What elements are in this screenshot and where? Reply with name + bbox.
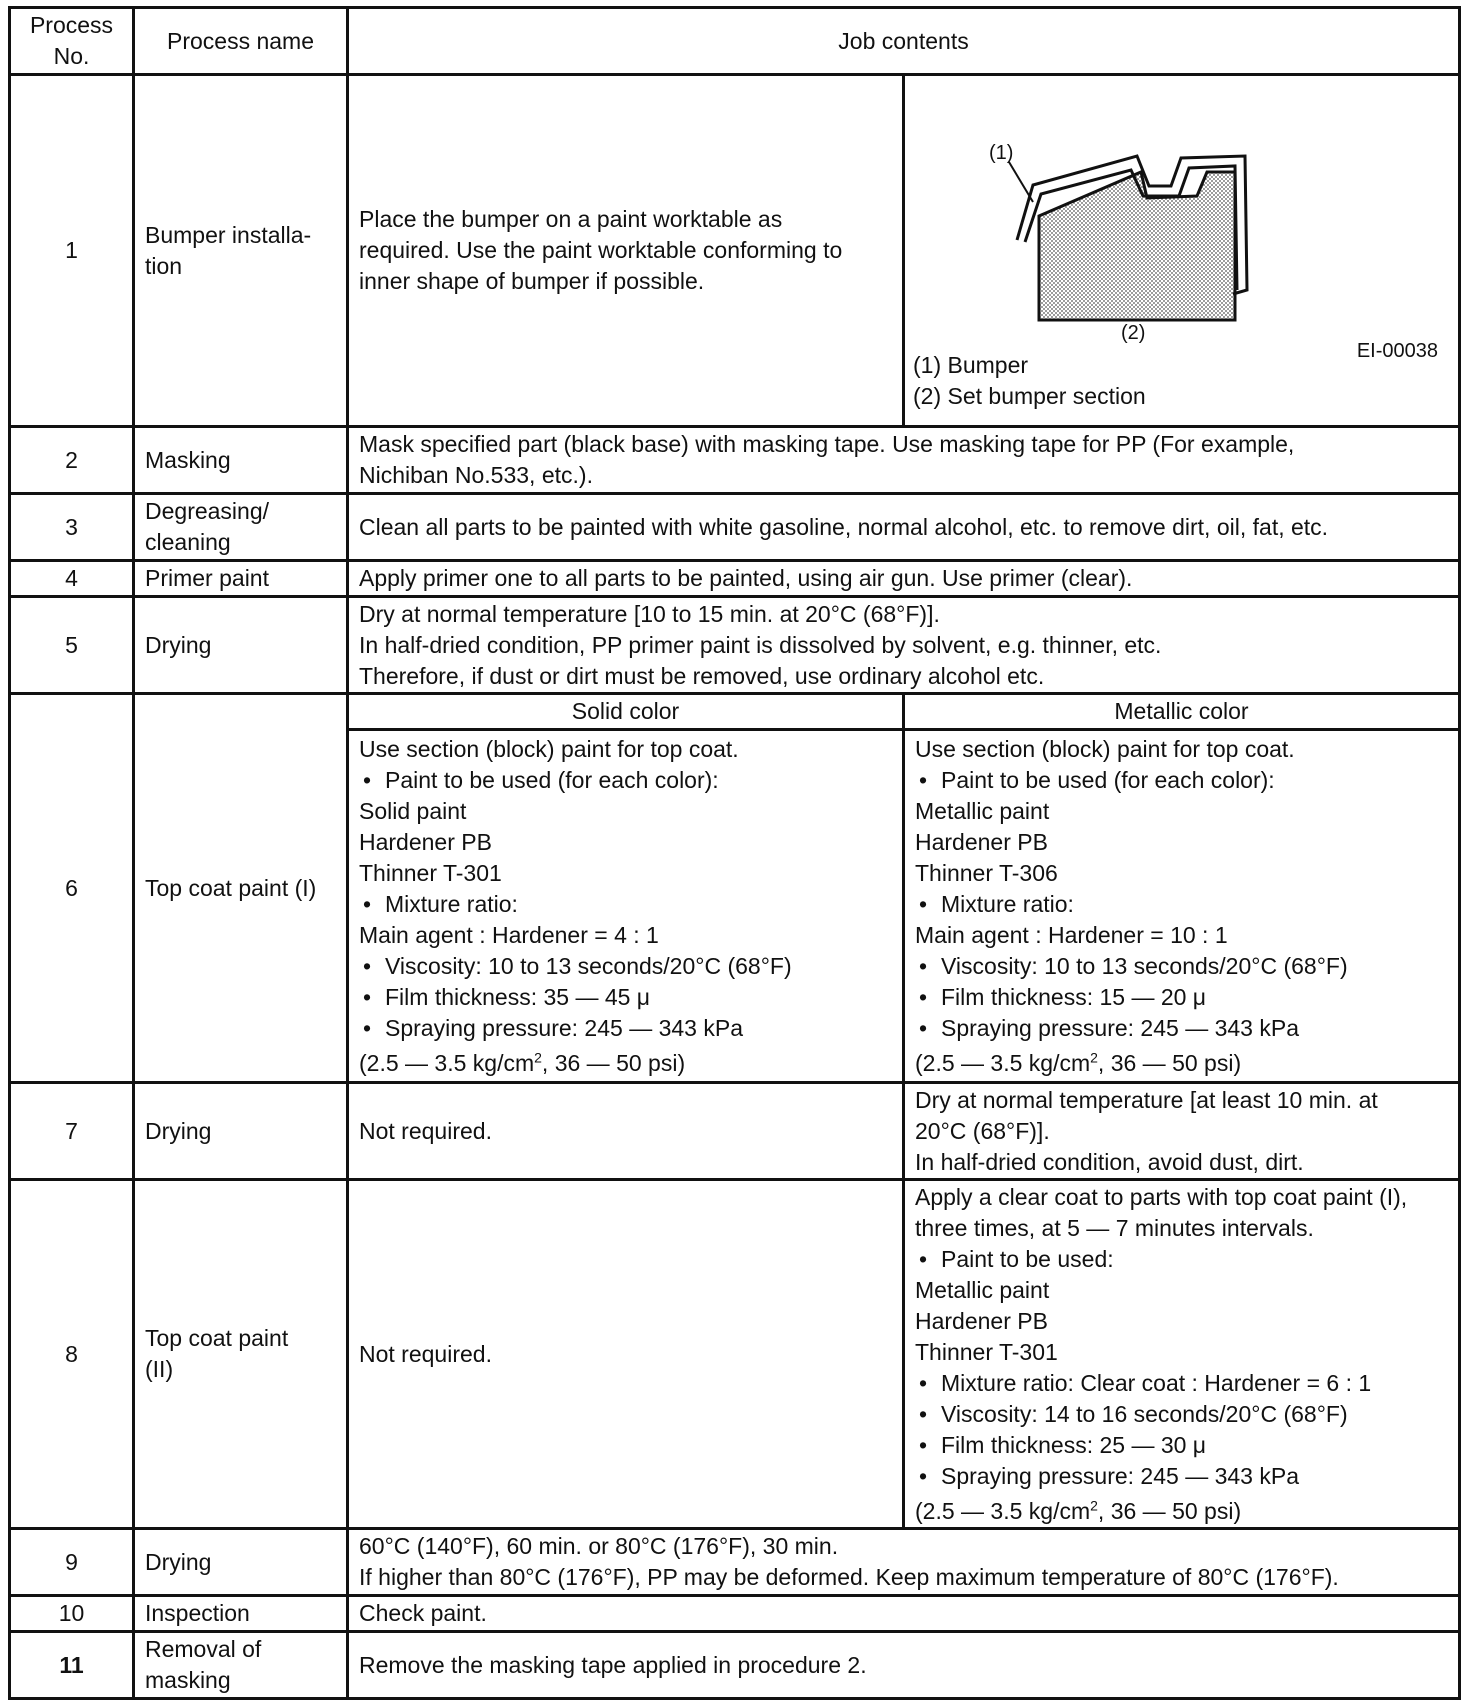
process-number: 10 xyxy=(10,1596,134,1632)
solid-color-header: Solid color xyxy=(348,694,904,730)
job-contents: Dry at normal temperature [10 to 15 min. at 20°C (68°F)]. In half-dried condition, PP primer paint is dissolved by solvent, e.g. thinner, etc. Therefore, if dust or dirt must be removed, use ordinary alcohol etc. xyxy=(348,597,1460,694)
job-contents: Place the bumper on a paint worktable as required. Use the paint worktable conforming to inner shape of bumper if possible. xyxy=(348,75,904,427)
table-header-row xyxy=(10,8,1460,75)
process-name: Drying xyxy=(134,1083,348,1180)
bumper-figure xyxy=(913,90,1450,362)
table-row xyxy=(10,494,1460,561)
table-row xyxy=(10,1083,1460,1180)
process-name: Inspection xyxy=(134,1596,348,1632)
table-row xyxy=(10,561,1460,597)
metallic-color-contents: Apply a clear coat to parts with top coat paint (I), three times, at 5 — 7 minutes intervals. • Paint to be used: Metallic paint Hardener PB Thinner T-301 • Mixture ratio: Clear coat : Hardener = 6 : 1 • Viscosity: 14 to 16 seconds/20°C (68°F) • Film thickness: 25 — 30 μ • Spraying pressure: 245 — 343 kPa (2.5 — 3.5 $kg/cm^2$, 36 — 50 psi) xyxy=(904,1180,1460,1529)
solid-color-contents: Use section (block) paint for top coat. • Paint to be used (for each color): Solid paint Hardener PB Thinner T-301 • Mixture ratio: Main agent : Hardener = 4 : 1 • Viscosity: 10 to 13 seconds/20°C (68°F) • Film thickness: 35 — 45 μ • Spraying pressure: 245 — 343 kPa (2.5 — 3.5 $kg/cm^2$, 36 — 50 psi) xyxy=(348,730,904,1083)
job-contents: Clean all parts to be painted with white gasoline, normal alcohol, etc. to remove dirt, oil, fat, etc. xyxy=(348,494,1460,561)
process-name: Bumper installa- tion xyxy=(134,75,348,427)
process-name: Top coat paint (II) xyxy=(134,1180,348,1529)
table-row xyxy=(10,1596,1460,1632)
job-contents: Apply primer one to all parts to be painted, using air gun. Use primer (clear). xyxy=(348,561,1460,597)
metallic-color-contents: Dry at normal temperature [at least 10 min. at 20°C (68°F)]. In half-dried condition, avoid dust, dirt. xyxy=(904,1083,1460,1180)
header-process-name: Process name xyxy=(134,8,348,75)
process-number: 1 xyxy=(10,75,134,427)
process-number: 5 xyxy=(10,597,134,694)
figure-code: EI-00038 xyxy=(1356,339,1439,362)
job-contents: Mask specified part (black base) with masking tape. Use masking tape for PP (For example, Nichiban No.533, etc.). xyxy=(348,427,1460,494)
process-number: 9 xyxy=(10,1529,134,1596)
process-name: Masking xyxy=(134,427,348,494)
process-name: Removal of masking xyxy=(134,1632,348,1699)
process-name: Drying xyxy=(134,1529,348,1596)
job-contents: Remove the masking tape applied in procedure 2. xyxy=(348,1632,1460,1699)
callout-2-label: (2) xyxy=(1121,321,1146,344)
color-subheader-row xyxy=(10,694,1460,730)
table-row xyxy=(10,1529,1460,1596)
process-name: Drying xyxy=(134,597,348,694)
process-number: 6 xyxy=(10,694,134,1083)
figure-caption-2: (2) Set bumper section xyxy=(913,382,1146,409)
table-row xyxy=(10,1632,1460,1699)
metallic-color-header: Metallic color xyxy=(904,694,1460,730)
figure-caption-1: (1) Bumper xyxy=(913,351,1029,378)
solid-color-contents: Not required. xyxy=(348,1083,904,1180)
table-row xyxy=(10,597,1460,694)
solid-color-contents: Not required. xyxy=(348,1180,904,1529)
process-number: 4 xyxy=(10,561,134,597)
job-contents: Check paint. xyxy=(348,1596,1460,1632)
metallic-color-contents: Use section (block) paint for top coat. • Paint to be used (for each color): Metallic paint Hardener PB Thinner T-306 • Mixture ratio: Main agent : Hardener = 10 : 1 • Viscosity: 10 to 13 seconds/20°C (68°F) • Film thickness: 15 — 20 μ • Spraying pressure: 245 — 343 kPa (2.5 — 3.5 $kg/cm^2$, 36 — 50 psi) xyxy=(904,730,1460,1083)
set-section-shape xyxy=(1039,172,1235,320)
process-number: 11 xyxy=(10,1632,134,1699)
process-number: 2 xyxy=(10,427,134,494)
table-row xyxy=(10,1180,1460,1529)
process-number: 3 xyxy=(10,494,134,561)
process-number: 7 xyxy=(10,1083,134,1180)
table-row xyxy=(10,75,1460,427)
process-name: Primer paint xyxy=(134,561,348,597)
bumper-figure-cell xyxy=(904,75,1460,427)
process-table xyxy=(8,6,1461,1700)
process-name: Top coat paint (I) xyxy=(134,694,348,1083)
table-row xyxy=(10,427,1460,494)
callout-1-label: (1) xyxy=(989,141,1014,164)
process-name: Degreasing/ cleaning xyxy=(134,494,348,561)
bumper-section-illustration xyxy=(913,90,1453,350)
header-job-contents: Job contents xyxy=(348,8,1460,75)
header-process-no: Process No. xyxy=(10,8,134,75)
job-contents: 60°C (140°F), 60 min. or 80°C (176°F), 30 min. If higher than 80°C (176°F), PP may be deformed. Keep maximum temperature of 80°C (176°F). xyxy=(348,1529,1460,1596)
process-number: 8 xyxy=(10,1180,134,1529)
